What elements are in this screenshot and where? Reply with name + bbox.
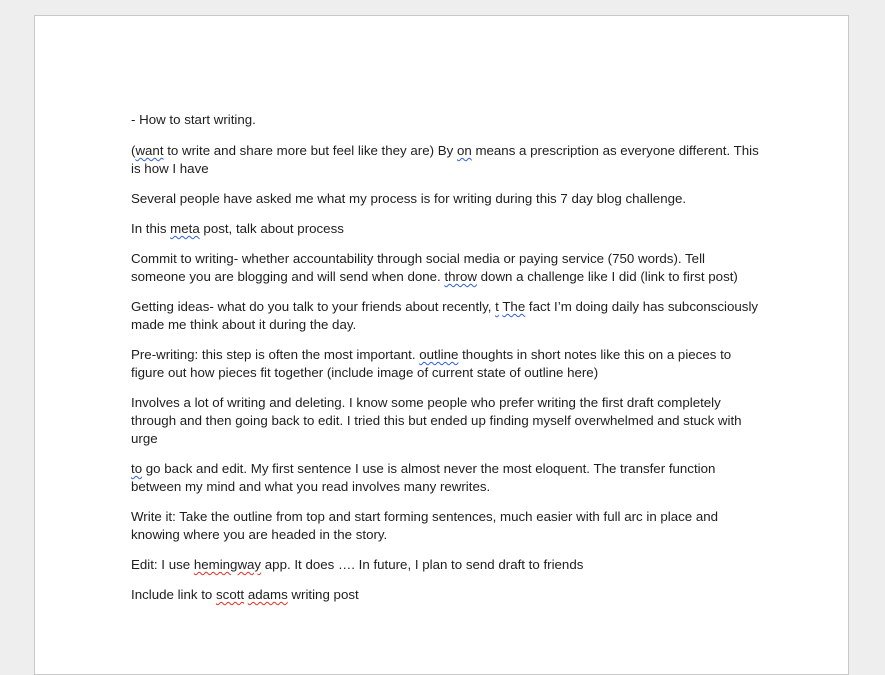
paragraph[interactable] <box>131 111 761 129</box>
grammar-flag-word[interactable]: throw <box>444 269 477 284</box>
document-body[interactable] <box>131 111 761 616</box>
paragraph[interactable] <box>131 250 761 286</box>
spelling-error-word[interactable]: adams <box>247 587 288 602</box>
paragraph[interactable] <box>131 190 761 208</box>
text-run: go back and edit. My first sentence I use is almost never the most eloquent. The transfer function between my mind and what you read involves many rewrites. <box>131 461 716 494</box>
paragraph[interactable] <box>131 394 761 448</box>
text-run: Include link to <box>131 587 217 602</box>
text-run: writing post <box>287 587 359 602</box>
grammar-flag-word[interactable]: The <box>502 299 526 314</box>
text-run: app. It does …. In future, I plan to send draft to friends <box>261 557 584 572</box>
grammar-flag-word[interactable]: to <box>131 461 143 476</box>
text-run: thoughts in short notes like this on a pieces to figure out how pieces fit together (include image of current state of outline here) <box>131 347 732 380</box>
grammar-flag-word[interactable]: t <box>495 299 499 314</box>
text-run: Getting ideas- what do you talk to your friends about recently, <box>131 299 496 314</box>
document-page <box>34 15 849 675</box>
paragraph[interactable] <box>131 460 761 496</box>
text-run: In this <box>131 221 171 236</box>
spelling-error-word[interactable]: scott <box>216 587 245 602</box>
text-run: to write and share more but feel like they are) By <box>163 143 457 158</box>
text-run: down a challenge like I did (link to first post) <box>476 269 738 284</box>
paragraph[interactable] <box>131 220 761 238</box>
text-run: ( <box>131 143 136 158</box>
text-run: - How to start writing. <box>131 112 256 127</box>
paragraph[interactable] <box>131 586 761 604</box>
paragraph[interactable] <box>131 508 761 544</box>
text-run: Commit to writing- whether accountability through social media or paying service (750 words). Tell someone you are blogging and will send when done. <box>131 251 705 284</box>
text-run: Edit: I use <box>131 557 194 572</box>
text-run: means a prescription as everyone different. This is how I have <box>131 143 759 176</box>
text-run: fact I’m doing daily has subconsciously made me think about it during the day. <box>131 299 759 332</box>
grammar-flag-word[interactable]: want <box>135 143 164 158</box>
text-run: Write it: Take the outline from top and start forming sentences, much easier with full arc in place and knowing where you are headed in the story. <box>131 509 719 542</box>
text-run: Involves a lot of writing and deleting. I know some people who prefer writing the first draft completely through and then going back to edit. I tried this but ended up finding myself overwhelmed and stuck with urge <box>131 395 742 446</box>
paragraph[interactable] <box>131 346 761 382</box>
grammar-flag-word[interactable]: outline <box>419 347 459 362</box>
paragraph[interactable] <box>131 298 761 334</box>
text-run: Several people have asked me what my process is for writing during this 7 day blog challenge. <box>131 191 687 206</box>
text-run: post, talk about process <box>199 221 344 236</box>
paragraph[interactable] <box>131 556 761 574</box>
text-run: Pre-writing: this step is often the most important. <box>131 347 420 362</box>
spelling-error-word[interactable]: hemingway <box>193 557 262 572</box>
paragraph[interactable] <box>131 142 761 178</box>
grammar-flag-word[interactable]: on <box>456 143 472 158</box>
grammar-flag-word[interactable]: meta <box>170 221 200 236</box>
